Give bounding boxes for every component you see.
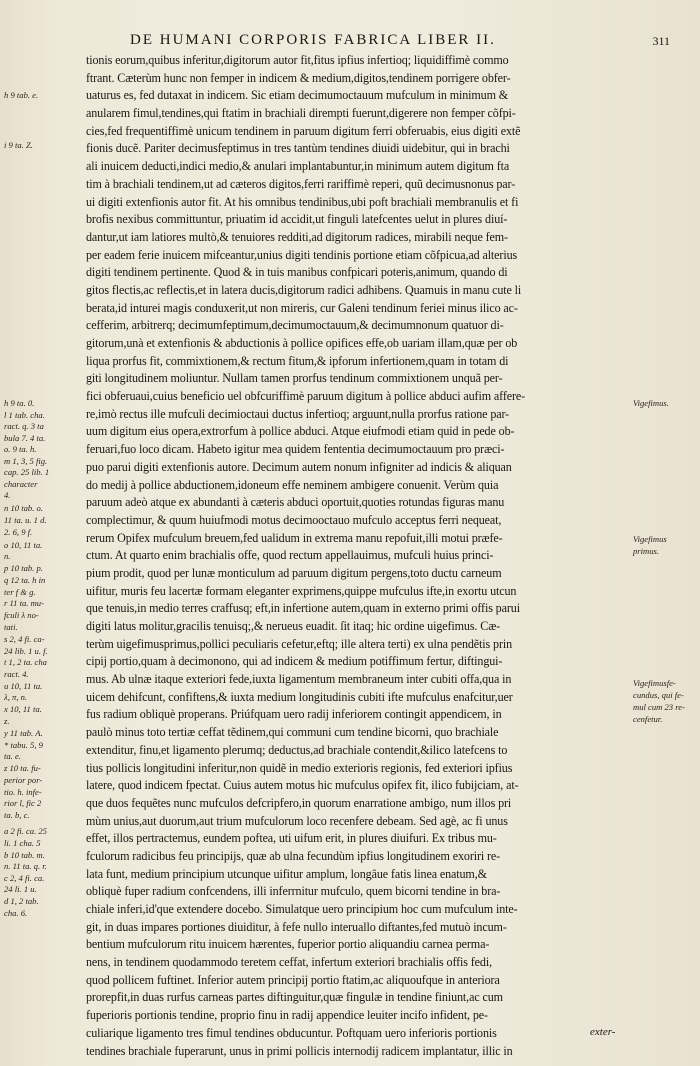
margin-note: fculi λ no- bbox=[4, 610, 39, 620]
margin-note: 2. 6, 9 f. bbox=[4, 527, 33, 537]
margin-note: tati. bbox=[4, 622, 18, 632]
text-line: que tenuis,in medio terres craffusq; eft,in infertione autem,quam in externo primi offis parui bbox=[86, 601, 520, 616]
margin-note: l 1 tab. cha. bbox=[4, 410, 45, 420]
text-line: tius pollicis longitudini inferitur,non quidẽ in medio exterioris regionis, fed exteriori ipfius bbox=[86, 760, 513, 775]
text-line: ftrant. Cæterùm hunc non femper in indicem & medium,digitos,tendinem porrigere obfer- bbox=[86, 70, 511, 85]
margin-note: z 10 ta. fu- bbox=[4, 763, 41, 773]
margin-note: s 2, 4 fi. ca- bbox=[4, 634, 45, 644]
text-line: tionis eorum,quibus inferitur,digitorum autor fit,fitus ipfius infertioq; liquidiffimè commo bbox=[86, 53, 509, 67]
text-line: que duos fequẽtes nunc mufculos defcripfero,in quorum enarratione ambigo, num illos pri bbox=[86, 795, 512, 810]
margin-note: m 1, 3, 5 fig. bbox=[4, 456, 48, 466]
text-line: liqua prorfus fit, commixtionem,& rectum fitum,& ipforum infertionem,quam in totam di bbox=[86, 353, 509, 368]
text-line: digiti tendinem pertinente. Quod & in tuis manibus confpicari poteris,animum, quando di bbox=[86, 265, 508, 280]
margin-note: y 11 tab. A. bbox=[4, 728, 43, 738]
text-line: berata,id inturei magis conduxerit,ut non mireris, cur Galeni tendinum feriei minus ilico ac- bbox=[86, 300, 518, 315]
text-line: tim à brachiali tendinem,ut ad cæteros digitos,ferri rariffimè reperi, quũ decimusnonus par- bbox=[86, 176, 516, 191]
margin-note: mul cum 23 re- bbox=[633, 702, 685, 712]
text-line: ui digiti extenfionis autor fit. At his omnibus tendinibus,ubi poft brachiali membranulis et fi bbox=[86, 194, 519, 209]
page-header bbox=[130, 32, 670, 52]
text-line: fici obferuaui,cuius beneficio uel obfcuriffimè paruum digitum à pollice abduci aufim affere- bbox=[86, 389, 526, 404]
margin-note: b 10 tab. m. bbox=[4, 850, 45, 860]
text-line: uum digitum eius opera,extrorfum à pollice abduci. Atque eiufmodi etiam quid in pede ob- bbox=[86, 424, 515, 439]
margin-note: ta. b, c. bbox=[4, 810, 30, 820]
margin-note: i 9 ta. Z. bbox=[4, 140, 33, 150]
text-line: cies,fed frequentiffimè unicum tendinem in paruum digitum ferri obferuabis, eius digiti extẽ bbox=[86, 123, 521, 138]
margin-note: h 9 tab. e. bbox=[4, 90, 39, 100]
margin-note: * tabu. 5, 9 bbox=[4, 740, 43, 750]
text-line: per eadem ferie inuicem mifceantur,unius digiti tendinis portione etiam cõfpicua,ad alterius bbox=[86, 247, 518, 262]
text-line: feruari,fuo loco dicam. Habeto igitur mea quidem fententia decimumoctauum pro præci- bbox=[86, 442, 505, 457]
margin-note: a 2 fi. ca. 25 bbox=[4, 826, 47, 836]
text-line: mus. Ab ulnæ itaque exteriori fede,iuxta ligamentum membraneum inter cubiti offa,qua in bbox=[86, 672, 512, 687]
text-line: anularem fimul,tendines,qui ftatim in brachiali dirempti fuerunt,digerere non femper cõfpi- bbox=[86, 106, 516, 121]
text-line: fculorum radicibus feu principijs, quæ ab ulna fecundùm ipfius longitudinem exoriri re- bbox=[86, 848, 501, 863]
text-line: mùm unius,aut duorum,aut trium mufculorum loco recenfere debeam. Sed agè, ac fi unus bbox=[86, 813, 508, 828]
margin-note: primus. bbox=[633, 546, 660, 556]
margin-note: u 10, 11 ta. bbox=[4, 681, 43, 691]
text-line: extenditur, finu,et ligamento plerumq; deductus,ad brachiale contendit,&ilico latefcens to bbox=[86, 742, 508, 757]
margin-note: Vigefimus. bbox=[633, 398, 669, 408]
text-line: paulò minus toto tertiæ ceffat tẽdinem,qui communi cum tendine bicorni, quo brachiale bbox=[86, 725, 499, 740]
text-line: effet, illos pertractemus, eundem poftea, uti uifum erit, in plures diuifuri. Ex tribus mu- bbox=[86, 831, 497, 846]
margin-note: d 1, 2 tab. bbox=[4, 896, 39, 906]
margin-note: h 9 ta. 0. bbox=[4, 398, 35, 408]
text-line: digiti latus molitur,gracilis tenuisq;,& nerueus euadit. ſit itaq; hic ordine uigefimus. Cæ- bbox=[86, 619, 501, 633]
margin-note: cha. 6. bbox=[4, 908, 28, 918]
text-line: lata funt, medium principium utcunque uifitur amplum, longâue fatis linea enatum,& bbox=[86, 866, 487, 881]
page-number: 311 bbox=[652, 34, 670, 48]
margin-note: cundus, qui fe- bbox=[633, 690, 684, 700]
margin-note: λ, π, n. bbox=[4, 692, 28, 702]
margin-note: t 1, 2 ta. cha bbox=[4, 657, 47, 667]
text-line: giti longitudinem moliuntur. Nullam tamen prorfus tendinum commixtionem unquã per- bbox=[86, 371, 503, 386]
text-line: fus radium obliquè properans. Priúfquam uero radij inferiorem contingit appendicem, in bbox=[86, 707, 502, 722]
text-line: prorepfit,in duas rurfus carneas partes diftinguitur,quæ fingulæ in tendine finiunt,ac cum bbox=[86, 990, 503, 1005]
margin-note: rior l, fic 2 bbox=[4, 798, 42, 808]
text-line: re,imò rectus ille mufculi decimioctaui ductus infertioq; arguunt,nulla prorfus ratione par- bbox=[86, 406, 510, 421]
margin-note: cap. 25 lib. 1 bbox=[4, 467, 50, 477]
margin-note: n 10 tab. o. bbox=[4, 503, 43, 513]
text-line: brofis nexibus committuntur, priuatim id accidit,ut finguli latefcentes uelut in plures diuí- bbox=[86, 212, 508, 227]
catchword: exter- bbox=[590, 1026, 616, 1038]
margin-note: p 10 tab. p. bbox=[4, 563, 43, 573]
margin-note: o 10, 11 ta. bbox=[4, 540, 43, 550]
margin-note: character bbox=[4, 479, 38, 489]
text-line: fuperioris portionis tendine, proprio finu in radij appendice leuiter incifo infident, pe- bbox=[86, 1008, 488, 1023]
margin-note: z. bbox=[4, 716, 10, 726]
margin-note: ract. 4. bbox=[4, 669, 29, 679]
text-line: tendines brachiale fuperarunt, unus in primi pollicis internodij radicem implantatur, illic in bbox=[86, 1043, 513, 1058]
margin-note: cenfetur. bbox=[633, 714, 663, 724]
text-line: dantur,ut iam latiores multò,& tenuiores redditi,ad digitorum radices, mirabili neque fem- bbox=[86, 229, 508, 244]
text-line: do medij à pollice abductionem,idoneum effe neminem ambigere conuenit. Verùm quia bbox=[86, 477, 499, 492]
margin-note: n. bbox=[4, 551, 11, 561]
margin-note: 24 lib. 1 u. f. bbox=[4, 646, 48, 656]
text-line: fionis ducẽ. Pariter decimusfeptimus in tres tantùm tendines diuidi uidebitur, qui in brachi bbox=[86, 141, 510, 156]
text-line: puo parui digiti extenfionis autore. Decimum autem nonum infigniter ad indicis & aliquan bbox=[86, 459, 512, 474]
text-line: obliquè fuper radium confcendens, illi inferrnitur mufculo, quem bicorni tendine in bra- bbox=[86, 884, 501, 899]
text-line: complectimur, & quum huiufmodi motus decimooctauo mufculo acceptus ferri nequeat, bbox=[86, 512, 502, 527]
margin-note: 24 li. 1 u. bbox=[4, 884, 37, 894]
text-line: ctum. At quarto enim brachialis offe, quod rectum appellauimus, mufculi huius princi- bbox=[86, 548, 494, 563]
margin-note: bula 7. 4 ta. bbox=[4, 433, 46, 443]
text-line: cipij portio,quam à decimonono, qui ad indicem & medium potiffimum fertur, diftingui- bbox=[86, 654, 503, 669]
margin-note: c 2, 4 fi. ca. bbox=[4, 873, 45, 883]
text-line: paruum adeò atque ex abundanti à cæteris abduci oportuit,quoties rotundas figuras manu bbox=[86, 495, 505, 510]
text-line: uifitur, muris feu lacertæ formam eleganter exprimens,quippe mufculus ifte,in exortu utcun bbox=[86, 583, 517, 598]
margin-note: 4. bbox=[4, 490, 11, 500]
text-line: ali inuicem deducti,indici medio,& anulari implantabuntur,in minimum autem digitum fta bbox=[86, 159, 510, 174]
margin-note: perior por- bbox=[4, 775, 43, 785]
margin-note: ta. e. bbox=[4, 751, 21, 761]
text-line: gitos flectis,ac reflectis,et in latera ducis,digitorum radici adhibens. Quamuis in manu cute li bbox=[86, 282, 522, 297]
text-line: pium prodit, quod per lunæ monticulum ad paruum digitum pergens,toto ductu carneum bbox=[86, 565, 502, 580]
margin-note: li. 1 cha. 5 bbox=[4, 838, 41, 848]
text-line: uaturus es, fed dutaxat in indicem. Sic etiam decimumoctauum mufculum in minimum & bbox=[86, 88, 509, 103]
text-line: rerum Opifex mufculum breuem,fed ualidum in extrema manu repofuit,illi motui præfe- bbox=[86, 530, 503, 545]
margin-note: Vigefimus bbox=[633, 534, 667, 544]
text-line: quod pollicem fuftinet. Inferior autem principij portio ftatim,ac aliquoufque in anteriora bbox=[86, 972, 500, 987]
margin-note: tio. h. infe- bbox=[4, 787, 42, 797]
text-line: culiarique ligamento tres fimul tendines obducuntur. Poftquam uero inferioris portionis bbox=[86, 1025, 497, 1040]
margin-note: r 11 ta. mu- bbox=[4, 598, 44, 608]
text-line: chiale inferi,id'que extendere docebo. Simulatque uero principium hoc cum mufculum inte- bbox=[86, 902, 518, 916]
margin-note: 11 ta. u. 1 d. bbox=[4, 515, 47, 525]
text-line: gitorum,unà et extenfionis & abductionis à pollice opifices effe,ob uariam illam,quæ per ob bbox=[86, 336, 518, 350]
margin-note: Vigefimusfe- bbox=[633, 678, 676, 688]
text-line: uicem dehifcunt, confiftens,& iuxta medium longitudinis cubiti ifte mufculus enafcitur,uer bbox=[86, 689, 513, 704]
main-text bbox=[86, 52, 631, 1060]
margin-note: q 12 ta. h in bbox=[4, 575, 46, 585]
text-line: latere, quod indicem fpectat. Cuius autem motus hic mufculus opifex fit, ilico fubijciam, at- bbox=[86, 778, 519, 793]
margin-note: ter f & g. bbox=[4, 587, 36, 597]
margin-note: o. 9 ta. h. bbox=[4, 444, 37, 454]
text-line: terùm uigefimusprimus,pollici peculiaris cefetur,eftq; ille altera terti) ex ulna pendẽtis prin bbox=[86, 636, 513, 651]
running-title: DE HUMANI CORPORIS FABRICA LIBER II. bbox=[130, 32, 496, 48]
margin-note: n. 11 ta. q. r. bbox=[4, 861, 47, 871]
margin-note: ract. q. 3 ta bbox=[4, 421, 44, 431]
text-line: cefferim, arbitrerq; decimumfeptimum,decimumoctauum,& decimumnonum quatuor di- bbox=[86, 318, 504, 333]
text-line: git, in duas impares portiones diuiditur, à fefe nullo interuallo diftantes,fed mutuò incum- bbox=[86, 919, 507, 934]
margin-note: x 10, 11 ta. bbox=[4, 704, 42, 714]
text-line: bentium mufculorum ritu inuicem hærentes, fuperior portio aliquandiu carnea perma- bbox=[86, 937, 490, 952]
text-line: nens, in tendinem quodammodo teretem ceffat, infertum exteriori brachialis offis fedi, bbox=[86, 955, 492, 970]
